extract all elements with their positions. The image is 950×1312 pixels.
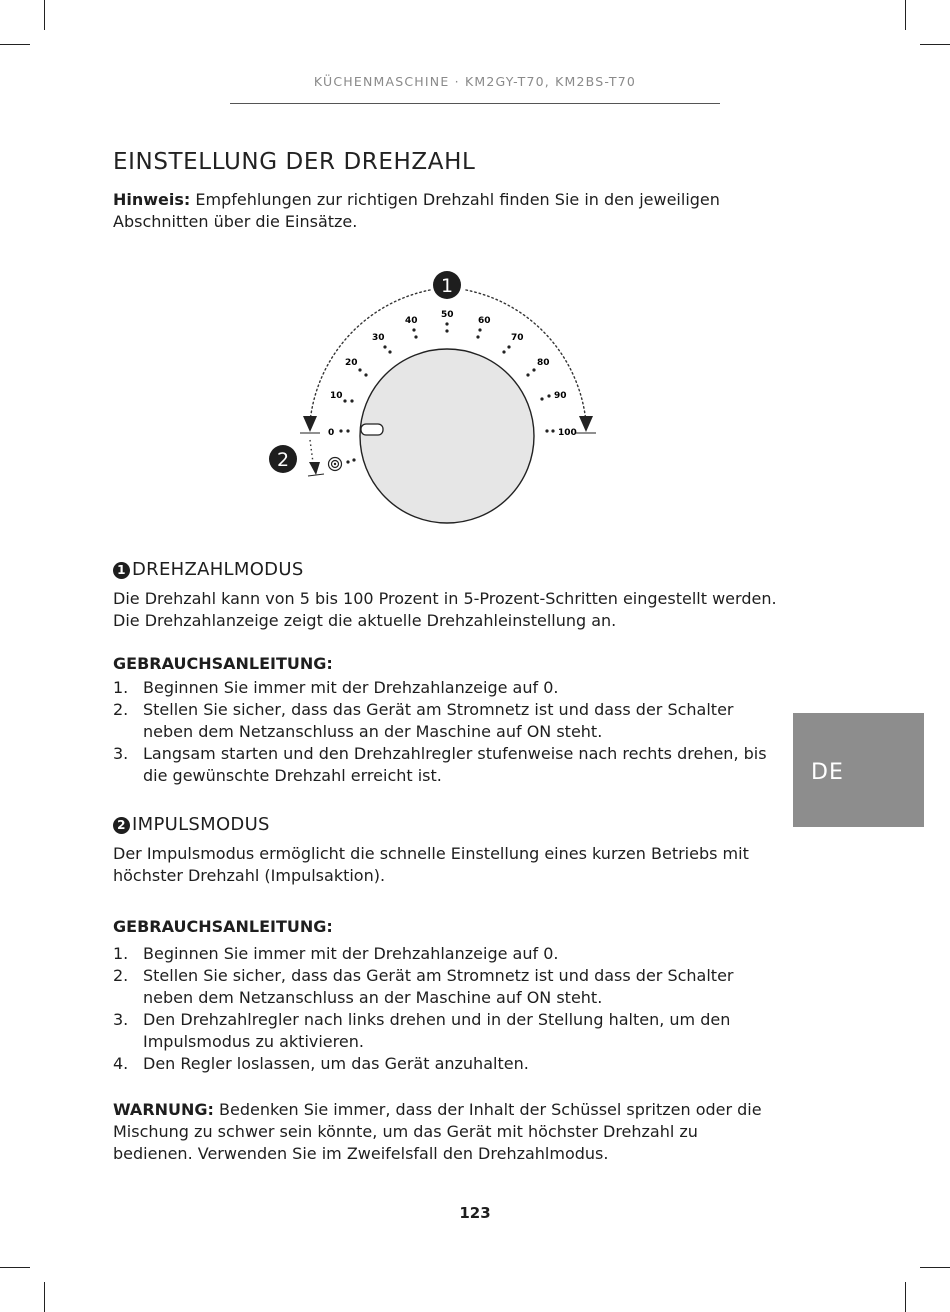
- step-text: Den Regler loslassen, um das Gerät anzuhalten.: [143, 1054, 529, 1073]
- crop-mark: [920, 44, 950, 45]
- note-text: Empfehlungen zur richtigen Drehzahl finden Sie in den jeweiligen Abschnitten über die Einsätze.: [113, 190, 720, 231]
- scale-label-60: 60: [478, 316, 491, 326]
- step-text: Stellen Sie sicher, dass das Gerät am Stromnetz ist und dass der Schalter neben dem Netzanschluss an der Maschine auf ON steht.: [143, 700, 734, 741]
- scale-label-40: 40: [405, 316, 418, 326]
- page-title: EINSTELLUNG DER DREHZAHL: [113, 149, 476, 175]
- section2-paragraph: Der Impulsmodus ermöglicht die schnelle Einstellung eines kurzen Betriebs mit höchster Drehzahl (Impulsaktion).: [113, 844, 749, 885]
- crop-mark: [905, 0, 906, 30]
- step-text: Stellen Sie sicher, dass das Gerät am Stromnetz ist und dass der Schalter neben dem Netzanschluss an der Maschine auf ON steht.: [143, 966, 734, 1007]
- warning-label: WARNUNG:: [113, 1100, 214, 1119]
- section-heading-speed-mode: [113, 559, 304, 580]
- list-item: [113, 965, 773, 1009]
- section-heading-text: IMPULSMODUS: [132, 814, 270, 835]
- scale-label-10: 10: [330, 391, 343, 401]
- warning-text: Bedenken Sie immer, dass der Inhalt der Schüssel spritzen oder die Mischung zu schwer sein könnte, um das Gerät mit höchster Drehzahl zu bedienen. Verwenden Sie im Zweifelsfall den Drehzahlmodus.: [113, 1100, 762, 1163]
- step-number: 3.: [113, 744, 129, 763]
- step-number: 1.: [113, 944, 129, 963]
- section2-steps: [113, 943, 773, 1075]
- list-item: [113, 699, 773, 743]
- callout-2-label: 2: [276, 449, 290, 471]
- section-heading-text: DREHZAHLMODUS: [132, 559, 304, 580]
- scale-label-70: 70: [511, 333, 524, 343]
- step-text: Den Drehzahlregler nach links drehen und in der Stellung halten, um den Impulsmodus zu aktivieren.: [143, 1010, 731, 1051]
- crop-mark: [44, 1282, 45, 1312]
- note-label: Hinweis:: [113, 190, 191, 209]
- callout-1-label: 1: [440, 275, 454, 297]
- speed-dial-diagram: [260, 262, 620, 527]
- section1-steps: [113, 677, 773, 787]
- pulse-symbol-icon: [329, 458, 342, 471]
- step-number: 4.: [113, 1054, 129, 1073]
- scale-label-90: 90: [554, 391, 567, 401]
- speed-knob: [360, 349, 534, 523]
- step-text: Beginnen Sie immer mit der Drehzahlanzeige auf 0.: [143, 678, 559, 697]
- scale-label-30: 30: [372, 333, 385, 343]
- section1-subheading: GEBRAUCHSANLEITUNG:: [113, 654, 333, 673]
- list-item: [113, 677, 773, 699]
- arrowhead-right: [579, 416, 593, 432]
- step-number: 2.: [113, 700, 129, 719]
- warning-paragraph: [113, 1099, 773, 1165]
- note-paragraph: [113, 189, 793, 233]
- crop-mark: [0, 1267, 30, 1268]
- section-marker-2: 2: [113, 817, 130, 834]
- crop-mark: [0, 44, 30, 45]
- step-text: Beginnen Sie immer mit der Drehzahlanzeige auf 0.: [143, 944, 559, 963]
- arrowhead-left: [303, 416, 317, 432]
- page-number: 123: [459, 1204, 491, 1222]
- list-item: [113, 943, 773, 965]
- step-number: 3.: [113, 1010, 129, 1029]
- scale-label-20: 20: [345, 358, 358, 368]
- step-text: Langsam starten und den Drehzahlregler stufenweise nach rechts drehen, bis die gewünschte Drehzahl erreicht ist.: [143, 744, 767, 785]
- section-marker-1: 1: [113, 562, 130, 579]
- list-item: [113, 1009, 773, 1053]
- scale-label-0: 0: [328, 428, 335, 438]
- scale-label-80: 80: [537, 358, 550, 368]
- header-rule: [230, 103, 720, 104]
- step-number: 2.: [113, 966, 129, 985]
- pulse-arrowhead: [309, 462, 320, 475]
- step-number: 1.: [113, 678, 129, 697]
- list-item: [113, 743, 773, 787]
- section-heading-pulse-mode: [113, 814, 270, 835]
- scale-label-50: 50: [441, 310, 454, 320]
- crop-mark: [44, 0, 45, 30]
- section2-subheading: GEBRAUCHSANLEITUNG:: [113, 917, 333, 936]
- running-header: KÜCHENMASCHINE · KM2GY-T70, KM2BS-T70: [313, 74, 637, 89]
- language-tab-label: DE: [811, 760, 844, 785]
- scale-label-100: 100: [558, 428, 577, 438]
- section1-paragraph: Die Drehzahl kann von 5 bis 100 Prozent in 5-Prozent-Schritten eingestellt werden. Die Drehzahlanzeige zeigt die aktuelle Drehzahleinstellung an.: [113, 589, 777, 630]
- knob-indicator: [361, 424, 383, 435]
- crop-mark: [905, 1282, 906, 1312]
- language-tab: [793, 713, 924, 827]
- list-item: [113, 1053, 773, 1075]
- crop-mark: [920, 1267, 950, 1268]
